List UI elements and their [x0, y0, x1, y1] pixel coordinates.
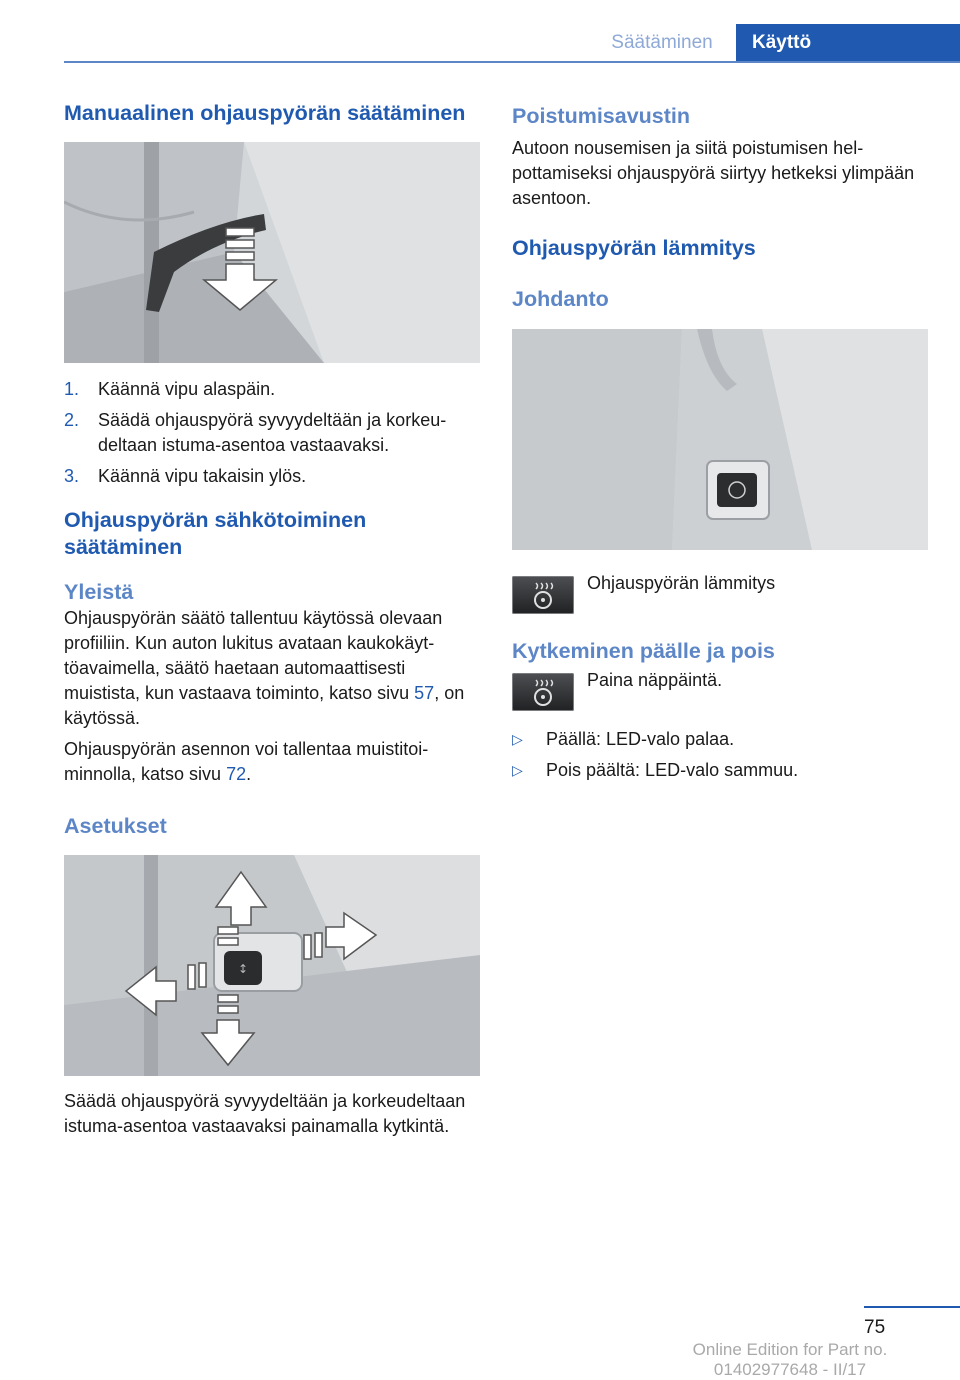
list-item: ▷ Pois päältä: LED-valo sammuu.	[512, 758, 928, 783]
subheading-switch-on-off: Kytkeminen päälle ja pois	[512, 639, 775, 663]
footer-edition: Online Edition for Part no. 01402977648 - II/17	[692, 1340, 888, 1379]
list-item: ▷ Päällä: LED-valo palaa.	[512, 727, 928, 752]
subheading-exit-assist: Poistumisavustin	[512, 104, 691, 128]
page-link-57[interactable]: 57	[414, 683, 435, 703]
right-column	[512, 100, 928, 789]
heading-steering-heating: Ohjauspyörän lämmitys	[512, 236, 756, 260]
general-paragraph: Ohjauspyörän säätö tallentuu käytössä olevaan profiiliin. Kun auton lukitus avataan kaukokäyttöavaimella, säätö haetaan automaattisesti muistista, kun vastaava toiminto, katso sivu 57, on käytössä.	[64, 608, 465, 728]
step-item: 1. Käännä vipu alaspäin.	[64, 379, 276, 399]
figure-heating-button	[512, 329, 928, 550]
subheading-intro: Johdanto	[512, 287, 609, 311]
subheading-general: Yleistä	[64, 580, 134, 604]
left-column	[64, 100, 480, 1139]
status-bullet-list	[512, 727, 928, 783]
step-item: 3. Käännä vipu takaisin ylös.	[64, 466, 307, 486]
triangle-bullet-icon: ▷	[512, 731, 523, 747]
page-number: 75	[864, 1317, 886, 1338]
heading-electric-adjustment: Ohjauspyörän sähkötoiminen säätäminen	[64, 508, 367, 559]
header-section: Säätäminen	[611, 32, 713, 53]
settings-paragraph: Säädä ohjauspyörä syvyydeltään ja korkeudeltaan istuma-asentoa vastaavaksi painamalla kytkintä.	[64, 1091, 466, 1136]
step-item: 2. Säädä ohjauspyörä syvyydeltään ja korkeudeltaan istuma-asentoa vastaavaksi.	[64, 410, 447, 455]
steering-heating-icon	[512, 576, 574, 614]
figure-steering-lever	[64, 142, 480, 363]
figure-adjustment-switch	[64, 855, 480, 1076]
header-rule	[64, 61, 960, 63]
footer-rule	[864, 1306, 960, 1308]
page-link-72[interactable]: 72	[226, 764, 247, 784]
svg-text:↕: ↕	[237, 962, 249, 976]
subheading-settings: Asetukset	[64, 814, 167, 838]
exit-paragraph: Autoon nousemisen ja siitä poistumisen helpottamiseksi ohjauspyörä siirtyy hetkeksi ylimpään asentoon.	[512, 138, 915, 208]
steps-list	[64, 377, 480, 489]
icon-row-press	[512, 670, 928, 711]
heating-icon-label: Ohjauspyörän lämmitys	[587, 573, 776, 593]
header-chapter-tab: Käyttö	[736, 24, 960, 61]
icon-row-heating	[512, 573, 928, 614]
steering-heating-icon	[512, 673, 574, 711]
heading-manual-adjustment: Manuaalinen ohjauspyörän säätäminen	[64, 101, 466, 125]
press-button-text: Paina näppäintä.	[587, 670, 723, 690]
triangle-bullet-icon: ▷	[512, 762, 523, 778]
memory-paragraph: Ohjauspyörän asennon voi tallentaa muistitoiminnolla, katso sivu 72.	[64, 739, 429, 784]
